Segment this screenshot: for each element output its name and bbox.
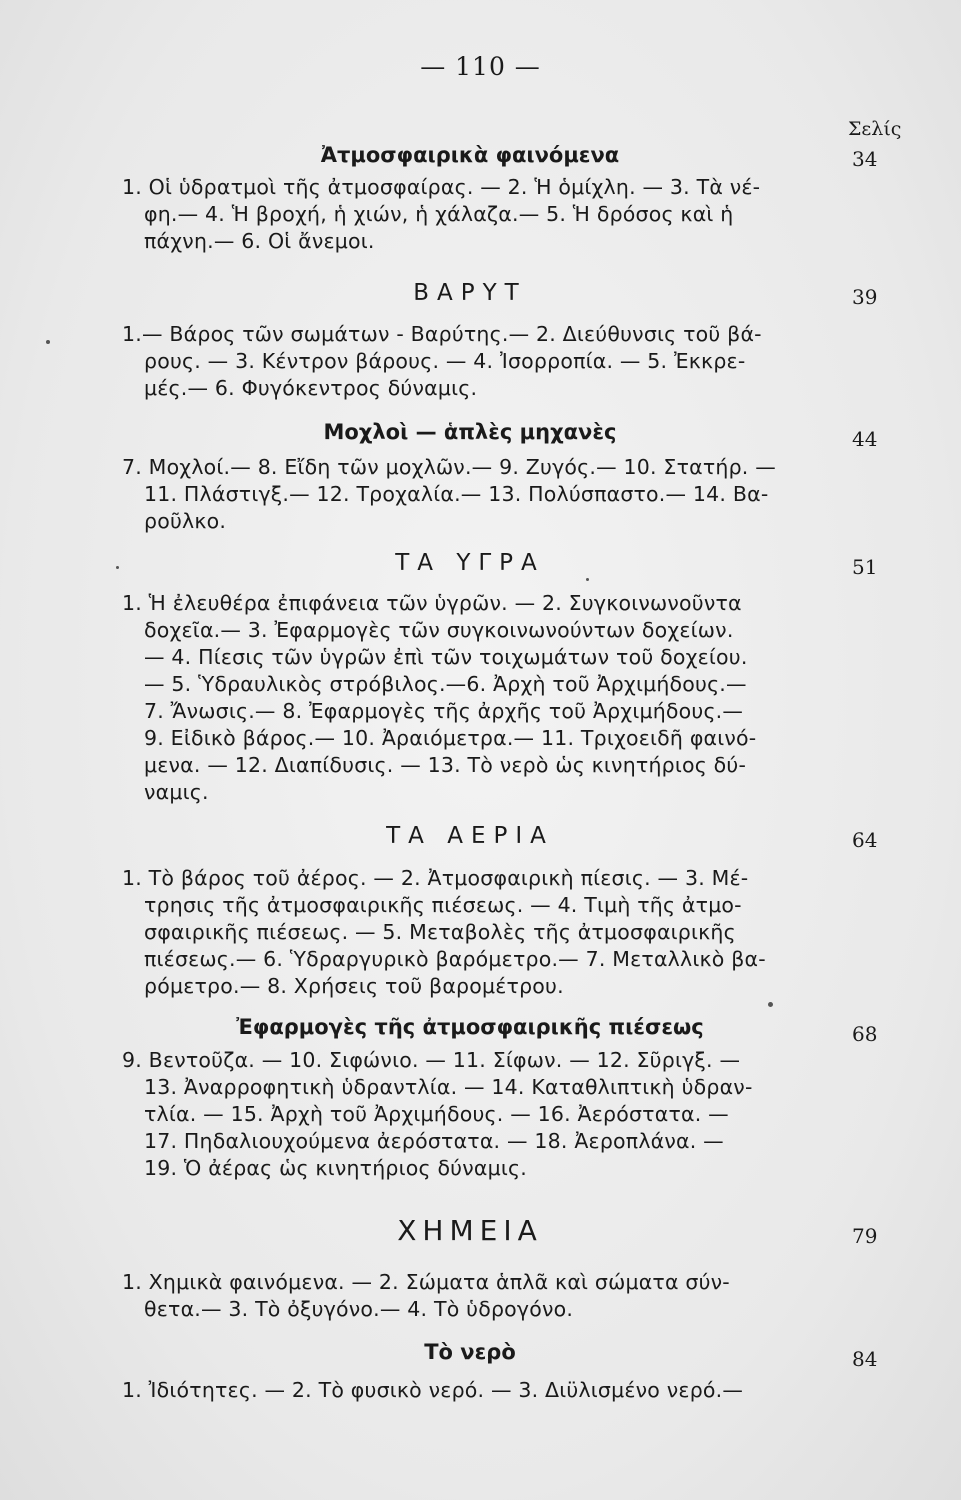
text-line: 7. Μοχλοί.— 8. Εἴδη τῶν μοχλῶν.— 9. Ζυγός.— 10. Στατήρ. — bbox=[122, 455, 776, 479]
section-page-chemistry: 79 bbox=[852, 1224, 878, 1248]
section-title-atmospheric-pressure-applications: Ἐφαρμογὲς τῆς ἀτμοσφαιρικῆς πιέσεως bbox=[236, 1015, 704, 1039]
text-line: — 5. Ὑδραυλικὸς στρόβιλος.—6. Ἀρχὴ τοῦ Ἀρχιμήδους.— bbox=[144, 672, 747, 696]
section-title-gravity: ΒΑΡΥΤ bbox=[413, 280, 527, 306]
section-text-gravity bbox=[122, 321, 822, 402]
section-text-water bbox=[122, 1377, 822, 1404]
text-line: 19. Ὁ ἀέρας ὡς κινητήριος δύναμις. bbox=[144, 1156, 527, 1180]
page-column-label: Σελίς bbox=[848, 118, 902, 140]
section-page-levers: 44 bbox=[852, 427, 878, 451]
section-page-gravity: 39 bbox=[852, 285, 878, 309]
section-title-water: Τὸ νερὸ bbox=[424, 1340, 516, 1364]
scan-speck bbox=[586, 578, 589, 581]
text-line: 1. Ἰδιότητες. — 2. Τὸ φυσικὸ νερό. — 3. Διϋλισμένο νερό.— bbox=[122, 1378, 744, 1402]
scan-speck bbox=[46, 340, 50, 344]
section-page-water: 84 bbox=[852, 1347, 878, 1371]
section-text-levers bbox=[122, 454, 822, 535]
scan-speck bbox=[116, 566, 119, 569]
text-line: 13. Ἀναρροφητικὴ ὑδραντλία. — 14. Καταθλιπτικὴ ὑδραν- bbox=[144, 1075, 753, 1099]
text-line: 9. Βεντοῦζα. — 10. Σιφώνιο. — 11. Σίφων. — 12. Σῦριγξ. — bbox=[122, 1048, 741, 1072]
page-number: — 110 — bbox=[420, 52, 541, 81]
section-text-atmospheric-phenomena bbox=[122, 174, 822, 255]
section-text-liquids bbox=[122, 590, 822, 806]
section-text-gases bbox=[122, 865, 822, 1000]
text-line: ρόμετρο.— 8. Χρήσεις τοῦ βαρομέτρου. bbox=[144, 974, 564, 998]
text-line: 1. Οἱ ὑδρατμοὶ τῆς ἀτμοσφαίρας. — 2. Ἡ ὁμίχλη. — 3. Τὰ νέ- bbox=[122, 175, 761, 199]
section-title-chemistry: ΧΗΜΕΙΑ bbox=[397, 1214, 543, 1247]
text-line: μές.— 6. Φυγόκεντρος δύναμις. bbox=[144, 376, 478, 400]
section-text-atmospheric-pressure-applications bbox=[122, 1047, 822, 1182]
text-line: δοχεῖα.— 3. Ἐφαρμογὲς τῶν συγκοινωνούντων δοχείων. bbox=[144, 618, 734, 642]
text-line: μενα. — 12. Διαπίδυσις. — 13. Τὸ νερὸ ὡς κινητήριος δύ- bbox=[144, 753, 747, 777]
section-page-atmospheric-pressure-applications: 68 bbox=[852, 1022, 878, 1046]
text-line: πιέσεως.— 6. Ὑδραργυρικὸ βαρόμετρο.— 7. Μεταλλικὸ βα- bbox=[144, 947, 766, 971]
text-line: 7. Ἄνωσις.— 8. Ἐφαρμογὲς τῆς ἀρχῆς τοῦ Ἀρχιμήδους.— bbox=[144, 699, 744, 723]
section-text-chemistry bbox=[122, 1269, 822, 1323]
text-line: 1.— Βάρος τῶν σωμάτων - Βαρύτης.— 2. Διεύθυνσις τοῦ βά- bbox=[122, 322, 762, 346]
text-line: 11. Πλάστιγξ.— 12. Τροχαλία.— 13. Πολύσπαστο.— 14. Βα- bbox=[144, 482, 769, 506]
section-page-liquids: 51 bbox=[852, 555, 878, 579]
text-line: 1. Χημικὰ φαινόμενα. — 2. Σώματα ἁπλᾶ καὶ σώματα σύν- bbox=[122, 1270, 730, 1294]
text-line: 17. Πηδαλιουχούμενα ἀερόστατα. — 18. Ἀεροπλάνα. — bbox=[144, 1129, 724, 1153]
text-line: 1. Τὸ βάρος τοῦ ἀέρος. — 2. Ἀτμοσφαιρικὴ πίεσις. — 3. Μέ- bbox=[122, 866, 749, 890]
text-line: τλία. — 15. Ἀρχὴ τοῦ Ἀρχιμήδους. — 16. Ἀερόστατα. — bbox=[144, 1102, 729, 1126]
section-title-liquids: ΤΑ ΥΓΡΑ bbox=[395, 550, 545, 576]
text-line: ναμις. bbox=[144, 780, 209, 804]
text-line: 9. Εἰδικὸ βάρος.— 10. Ἀραιόμετρα.— 11. Τριχοειδῆ φαινό- bbox=[144, 726, 757, 750]
text-line: φη.— 4. Ἡ βροχή, ἡ χιών, ἡ χάλαζα.— 5. Ἡ δρόσος καὶ ἡ bbox=[144, 202, 734, 226]
text-line: τρησις τῆς ἀτμοσφαιρικῆς πιέσεως. — 4. Τιμὴ τῆς ἀτμο- bbox=[144, 893, 742, 917]
text-line: θετα.— 3. Τὸ ὀξυγόνο.— 4. Τὸ ὑδρογόνο. bbox=[144, 1297, 574, 1321]
scan-speck bbox=[768, 1002, 773, 1007]
text-line: 1. Ἡ ἐλευθέρα ἐπιφάνεια τῶν ὑγρῶν. — 2. Συγκοινωνοῦντα bbox=[122, 591, 742, 615]
text-line: ροῦλκο. bbox=[144, 509, 227, 533]
section-page-atmospheric-phenomena: 34 bbox=[852, 147, 878, 171]
section-title-gases: ΤΑ ΑΕΡΙΑ bbox=[386, 823, 554, 849]
text-line: ρους. — 3. Κέντρον βάρους. — 4. Ἰσορροπία. — 5. Ἐκκρε- bbox=[144, 349, 746, 373]
section-title-levers: Μοχλοὶ — ἁπλὲς μηχανὲς bbox=[323, 420, 617, 444]
text-line: σφαιρικῆς πιέσεως. — 5. Μεταβολὲς τῆς ἀτμοσφαιρικῆς bbox=[144, 920, 736, 944]
section-page-gases: 64 bbox=[852, 828, 878, 852]
text-line: πάχνη.— 6. Οἱ ἄνεμοι. bbox=[144, 229, 375, 253]
section-title-atmospheric-phenomena: Ἀτμοσφαιρικὰ φαινόμενα bbox=[320, 143, 620, 167]
text-line: — 4. Πίεσις τῶν ὑγρῶν ἐπὶ τῶν τοιχωμάτων τοῦ δοχείου. bbox=[144, 645, 748, 669]
